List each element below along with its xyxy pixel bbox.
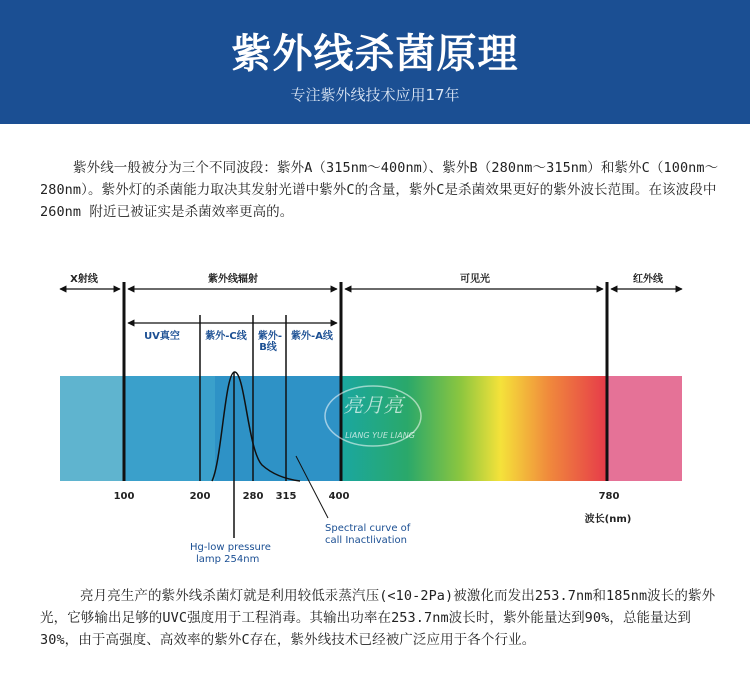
intro-paragraph: 紫外线一般被分为三个不同波段：紫外A（315nm～400nm）、紫外B（280nm～315nm）和紫外C（100nm～280nm）。紫外灯的杀菌能力取决其发射光谱中紫外C的含量，紫外C是杀菌效果更好的紫外波长范围。在该波段中260nm 附近已被证实是杀菌效率更高的。	[40, 160, 719, 220]
xray-label: X射线	[70, 274, 98, 285]
watermark-logo: 亮月亮	[343, 393, 403, 417]
tick-200: 200	[189, 491, 211, 502]
visible-label: 可见光	[460, 274, 490, 285]
tick-280: 280	[242, 491, 264, 502]
tick-780: 780	[598, 491, 620, 502]
page-header	[0, 0, 750, 124]
lamp-note-1: Hg-low pressure	[190, 542, 271, 553]
xray-strip	[60, 376, 124, 481]
uvc-label: 紫外-C线	[205, 331, 247, 342]
uvb-label-2: B线	[259, 342, 277, 353]
uvb-label-1: 紫外-	[257, 331, 283, 342]
visible-strip	[341, 376, 607, 481]
spectral-note-2: call Inactlivation	[325, 535, 407, 546]
tick-400: 400	[328, 491, 350, 502]
watermark-logo-en: LIANG YUE LIANG	[345, 431, 415, 440]
page-subtitle: 专注紫外线技术应用17年	[290, 86, 460, 104]
uv-spectrum-diagram	[0, 260, 750, 580]
vacuum-label: UV真空	[144, 331, 180, 342]
infrared-strip	[607, 376, 682, 481]
lamp-note-2: lamp 254nm	[196, 554, 260, 565]
unit-label: 波长(nm)	[584, 514, 632, 525]
tick-100: 100	[113, 491, 135, 502]
page-title: 紫外线杀菌原理	[231, 31, 519, 77]
spectral-note-1: Spectral curve of	[325, 523, 411, 534]
uv-label: 紫外线辐射	[208, 274, 258, 285]
tick-315: 315	[275, 491, 297, 502]
uva-label: 紫外-A线	[291, 331, 333, 342]
body-paragraph: 亮月亮生产的紫外线杀菌灯就是利用较低汞蒸汽压(<10-2Pa)被激化而发出253.7nm和185nm波长的紫外光，它够输出足够的UVC强度用于工程消毒。其输出功率在253.7nm波长时，紫外能量达到90%，总能量达到30%，由于高强度、高效率的紫外C存在，紫外线技术已经被广泛应用于各个行业。	[40, 588, 716, 648]
ir-label: 红外线	[633, 274, 663, 285]
